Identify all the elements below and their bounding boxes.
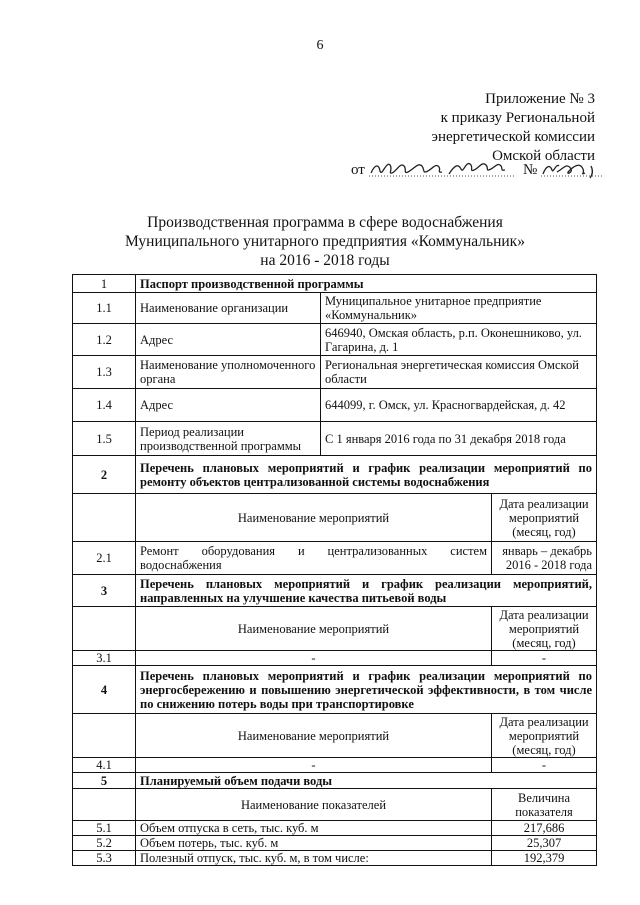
row-value: С 1 января 2016 года по 31 декабря 2018 года [321, 422, 597, 456]
row-name: - [136, 758, 492, 773]
table-row [73, 821, 597, 836]
title-line: Производственная программа в сфере водоснабжения [147, 214, 503, 231]
section-number: 4 [73, 666, 136, 714]
section-header: Паспорт производственной программы [136, 275, 597, 293]
section-number: 1 [73, 275, 136, 293]
row-label: Наименование организации [136, 293, 321, 324]
table-row [73, 851, 597, 866]
column-header: Наименование показателей [136, 789, 492, 821]
row-date: - [492, 651, 597, 666]
section-header-row [73, 575, 597, 607]
row-date: январь – декабрь 2016 - 2018 года [492, 542, 597, 575]
row-number: 1.1 [73, 293, 136, 324]
appendix-line: энергетической комиссии [431, 129, 595, 145]
row-number: 1.2 [73, 324, 136, 356]
column-header: Дата реализации мероприятий (месяц, год) [492, 494, 597, 542]
column-header: Наименование мероприятий [136, 607, 492, 651]
column-header: Наименование мероприятий [136, 494, 492, 542]
table-row [73, 293, 597, 324]
row-number: 3.1 [73, 651, 136, 666]
column-header: Наименование мероприятий [136, 714, 492, 758]
table-row [73, 758, 597, 773]
row-label: Период реализации производственной программы [136, 422, 321, 456]
order-date-line [345, 158, 605, 182]
row-name: - [136, 651, 492, 666]
table-row [73, 324, 597, 356]
row-name: Объем отпуска в сеть, тыс. куб. м [136, 821, 492, 836]
row-value: 217,686 [492, 821, 597, 836]
section-header-row [73, 666, 597, 714]
title-line: на 2016 - 2018 годы [260, 252, 390, 269]
order-date-prefix: от [351, 162, 365, 178]
table-row [73, 836, 597, 851]
section-header: Перечень плановых мероприятий и график реализации мероприятий, направленных на улучшение качества питьевой воды [136, 575, 597, 607]
row-value: 646940, Омская область, р.п. Оконешниково, ул. Гагарина, д. 1 [321, 324, 597, 356]
page-number: 6 [316, 38, 324, 53]
appendix-line: Омской области [492, 148, 595, 164]
order-number-prefix: № [523, 162, 538, 178]
table-row [73, 651, 597, 666]
appendix-block [395, 90, 595, 166]
table-row [73, 422, 597, 456]
row-number: 2.1 [73, 542, 136, 575]
handwritten-date-signature [345, 158, 605, 182]
row-name: Объем потерь, тыс. куб. м [136, 836, 492, 851]
row-number: 4.1 [73, 758, 136, 773]
column-header-row [73, 494, 597, 542]
row-date: - [492, 758, 597, 773]
production-program-table [72, 274, 597, 866]
row-number: 5.3 [73, 851, 136, 866]
table-row [73, 356, 597, 389]
table-row [73, 542, 597, 575]
section-header: Перечень плановых мероприятий и график реализации мероприятий по ремонту объектов централизованной системы водоснабжения [136, 456, 597, 494]
section-header-row [73, 456, 597, 494]
row-number: 1.4 [73, 389, 136, 422]
section-header-row [73, 773, 597, 789]
row-value: 644099, г. Омск, ул. Красногвардейская, д. 42 [321, 389, 597, 422]
empty-cell [73, 607, 136, 651]
row-number: 5.1 [73, 821, 136, 836]
table-row [73, 389, 597, 422]
row-value: 192,379 [492, 851, 597, 866]
row-number: 1.5 [73, 422, 136, 456]
empty-cell [73, 789, 136, 821]
column-header: Дата реализации мероприятий (месяц, год) [492, 714, 597, 758]
section-number: 5 [73, 773, 136, 789]
section-number: 3 [73, 575, 136, 607]
row-number: 5.2 [73, 836, 136, 851]
appendix-title: Приложение № 3 [485, 91, 595, 107]
empty-cell [73, 714, 136, 758]
section-header: Перечень плановых мероприятий и график реализации мероприятий по энергосбережению и повышению энергетической эффективности, в том числе по снижению потерь воды при транспортировке [136, 666, 597, 714]
row-value: Муниципальное унитарное предприятие «Коммунальник» [321, 293, 597, 324]
column-header-row [73, 607, 597, 651]
column-header: Величина показателя [492, 789, 597, 821]
row-value: Региональная энергетическая комиссия Омской области [321, 356, 597, 389]
row-number: 1.3 [73, 356, 136, 389]
section-header-row [73, 275, 597, 293]
row-label: Адрес [136, 324, 321, 356]
row-name: Ремонт оборудования и централизованных систем водоснабжения [136, 542, 492, 575]
row-label: Адрес [136, 389, 321, 422]
row-name: Полезный отпуск, тыс. куб. м, в том числе: [136, 851, 492, 866]
column-header-row [73, 714, 597, 758]
document-title [60, 213, 590, 270]
empty-cell [73, 494, 136, 542]
section-header: Планируемый объем подачи воды [136, 773, 597, 789]
column-header: Дата реализации мероприятий (месяц, год) [492, 607, 597, 651]
row-label: Наименование уполномоченного органа [136, 356, 321, 389]
row-value: 25,307 [492, 836, 597, 851]
column-header-row [73, 789, 597, 821]
section-number: 2 [73, 456, 136, 494]
title-line: Муниципального унитарного предприятия «Коммунальник» [125, 233, 525, 250]
appendix-line: к приказу Региональной [440, 110, 595, 126]
